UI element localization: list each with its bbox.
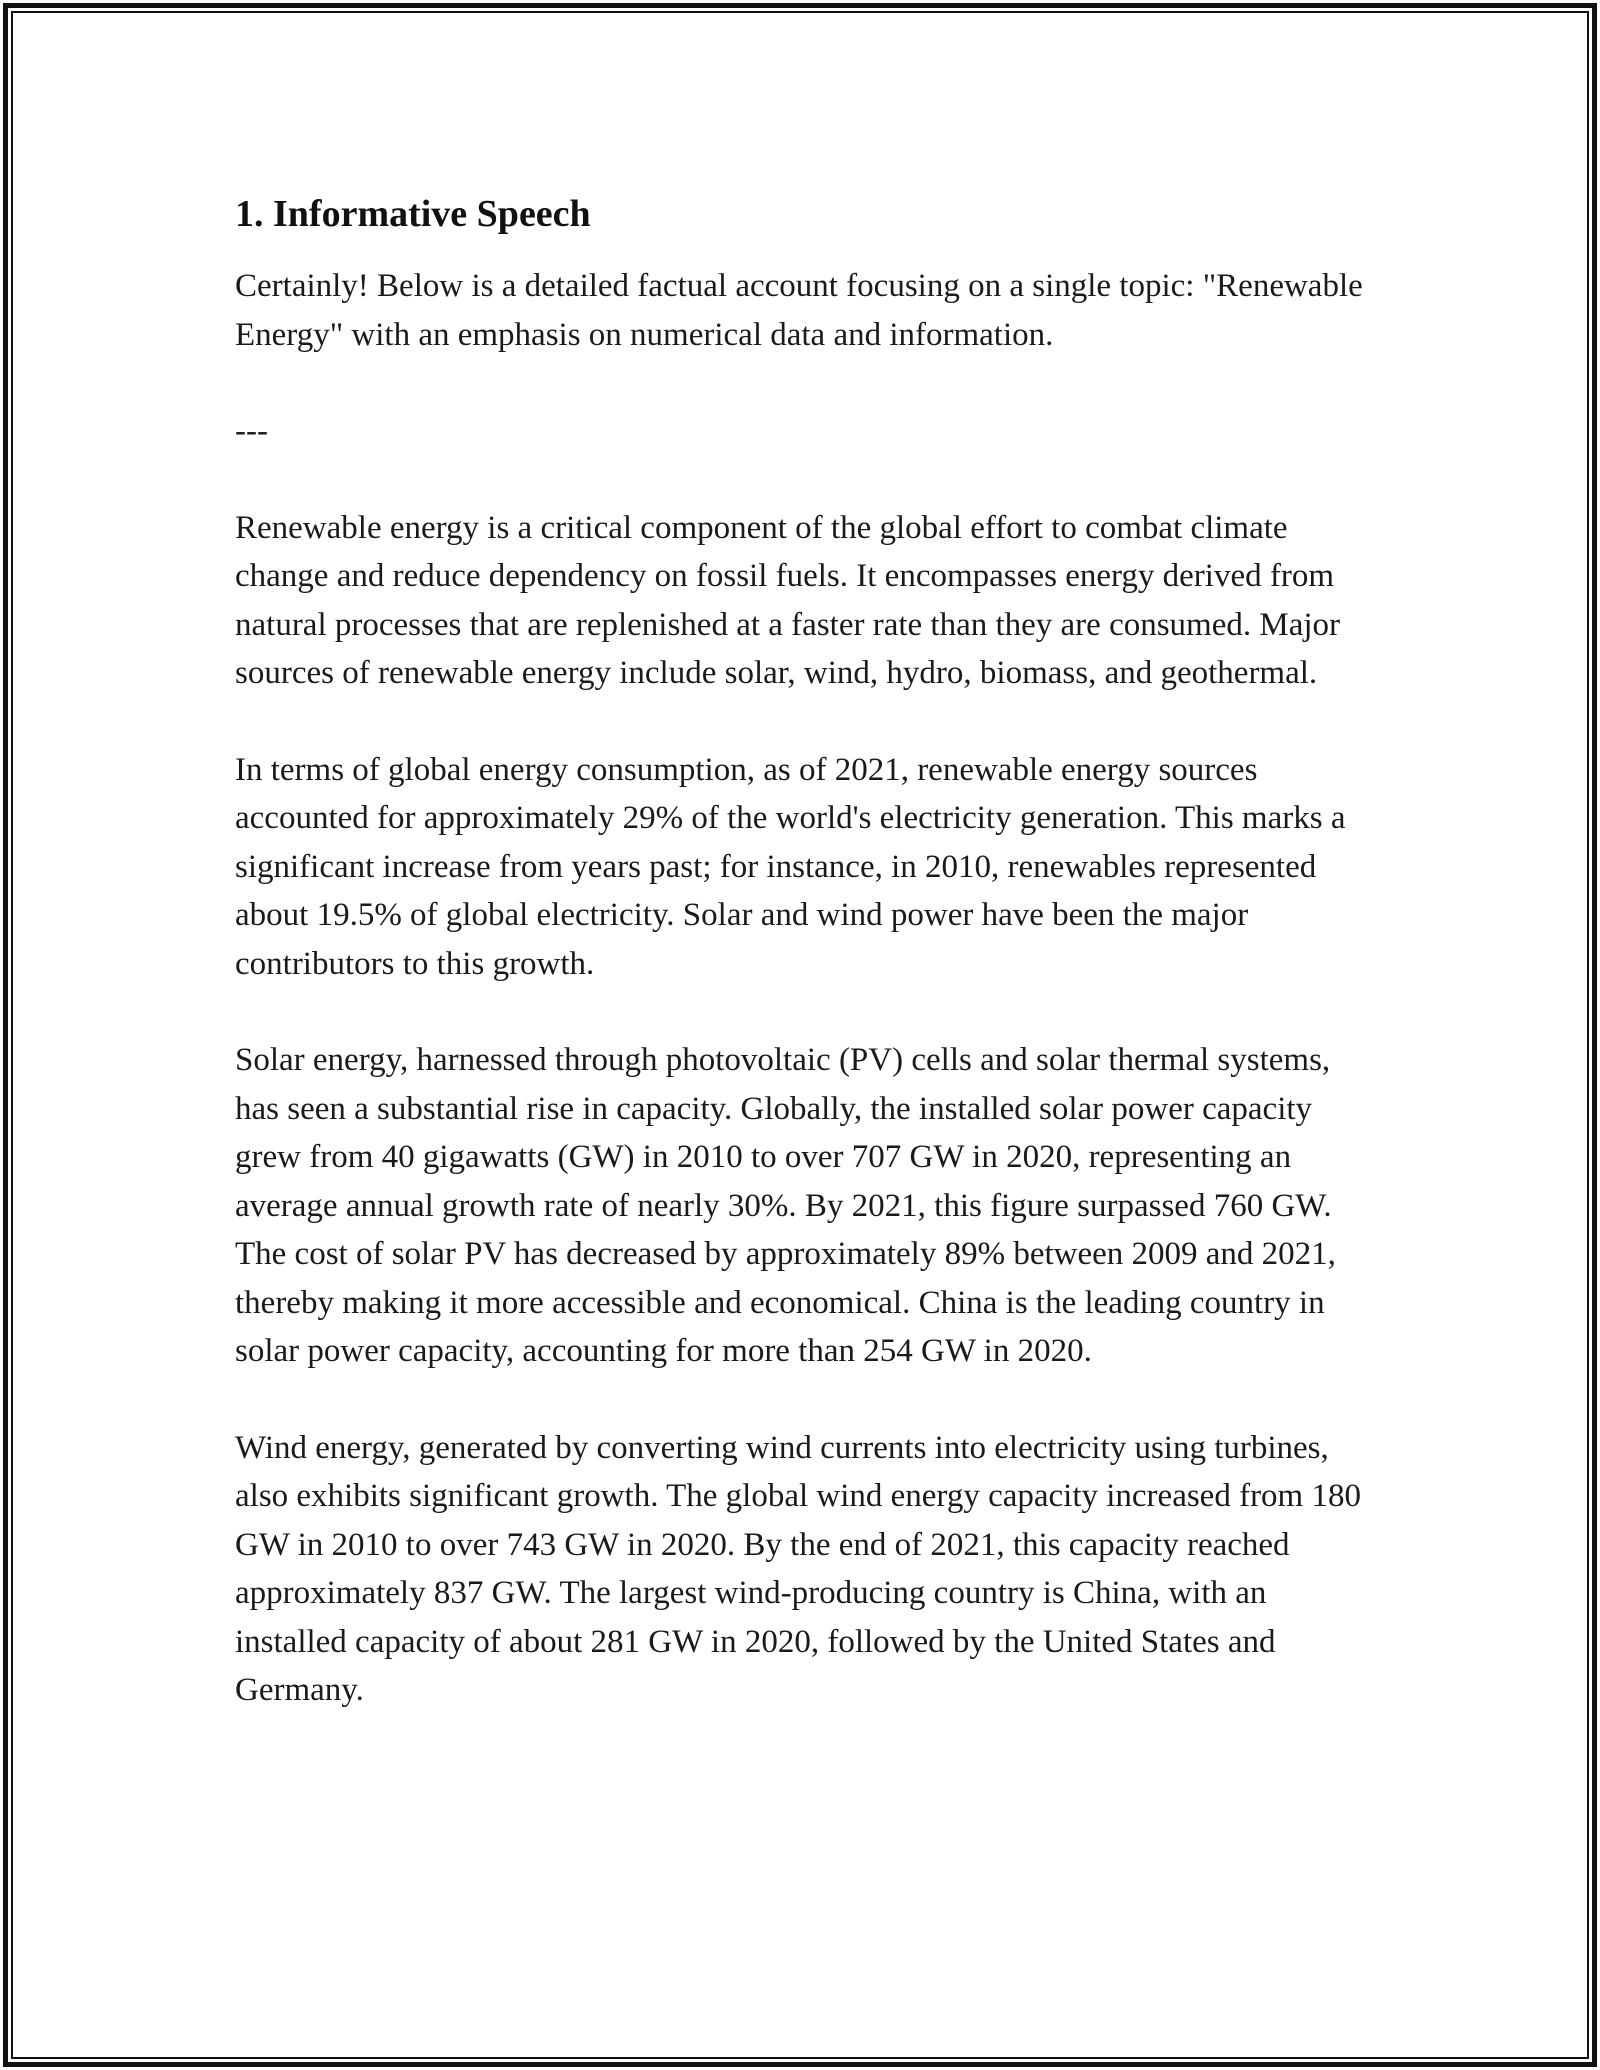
separator-line: --- xyxy=(235,413,268,449)
paragraph-global-consumption: In terms of global energy consumption, as of 2021, renewable energy sources accounted for approximately 29% of the world's electricity generation. This marks a significant increase from years past; for instance, in 2010, renewables represented about 19.5% of global electricity. Solar and wind power have been the major contributors to this growth. xyxy=(235,751,1346,982)
document-body xyxy=(235,186,1380,1763)
paragraph-solar-energy: Solar energy, harnessed through photovoltaic (PV) cells and solar thermal systems, has seen a substantial rise in capacity. Globally, the installed solar power capacity grew from 40 gigawatts (GW) in 2010 to over 707 GW in 2020, representing an average annual growth rate of nearly 30%. By 2021, this figure surpassed 760 GW. The cost of solar PV has decreased by approximately 89% between 2009 and 2021, thereby making it more accessible and economical. China is the leading country in solar power capacity, accounting for more than 254 GW in 2020. xyxy=(235,1042,1336,1369)
paragraph-wind-energy: Wind energy, generated by converting wind currents into electricity using turbines, also exhibits significant growth. The global wind energy capacity increased from 180 GW in 2010 to over 743 GW in 2020. By the end of 2021, this capacity reached approximately 837 GW. The largest wind-producing country is China, with an installed capacity of about 281 GW in 2020, followed by the United States and Germany. xyxy=(235,1429,1361,1708)
section-heading: 1. Informative Speech xyxy=(235,193,591,235)
paragraph-overview: Renewable energy is a critical component of the global effort to combat climate change and reduce dependency on fossil fuels. It encompasses energy derived from natural processes that are replenished at a faster rate than they are consumed. Major sources of renewable energy include solar, wind, hydro, biomass, and geothermal. xyxy=(235,509,1341,691)
intro-paragraph: Certainly! Below is a detailed factual account focusing on a single topic: "Renewable Energy" with an emphasis on numerical data and information. xyxy=(235,268,1363,353)
